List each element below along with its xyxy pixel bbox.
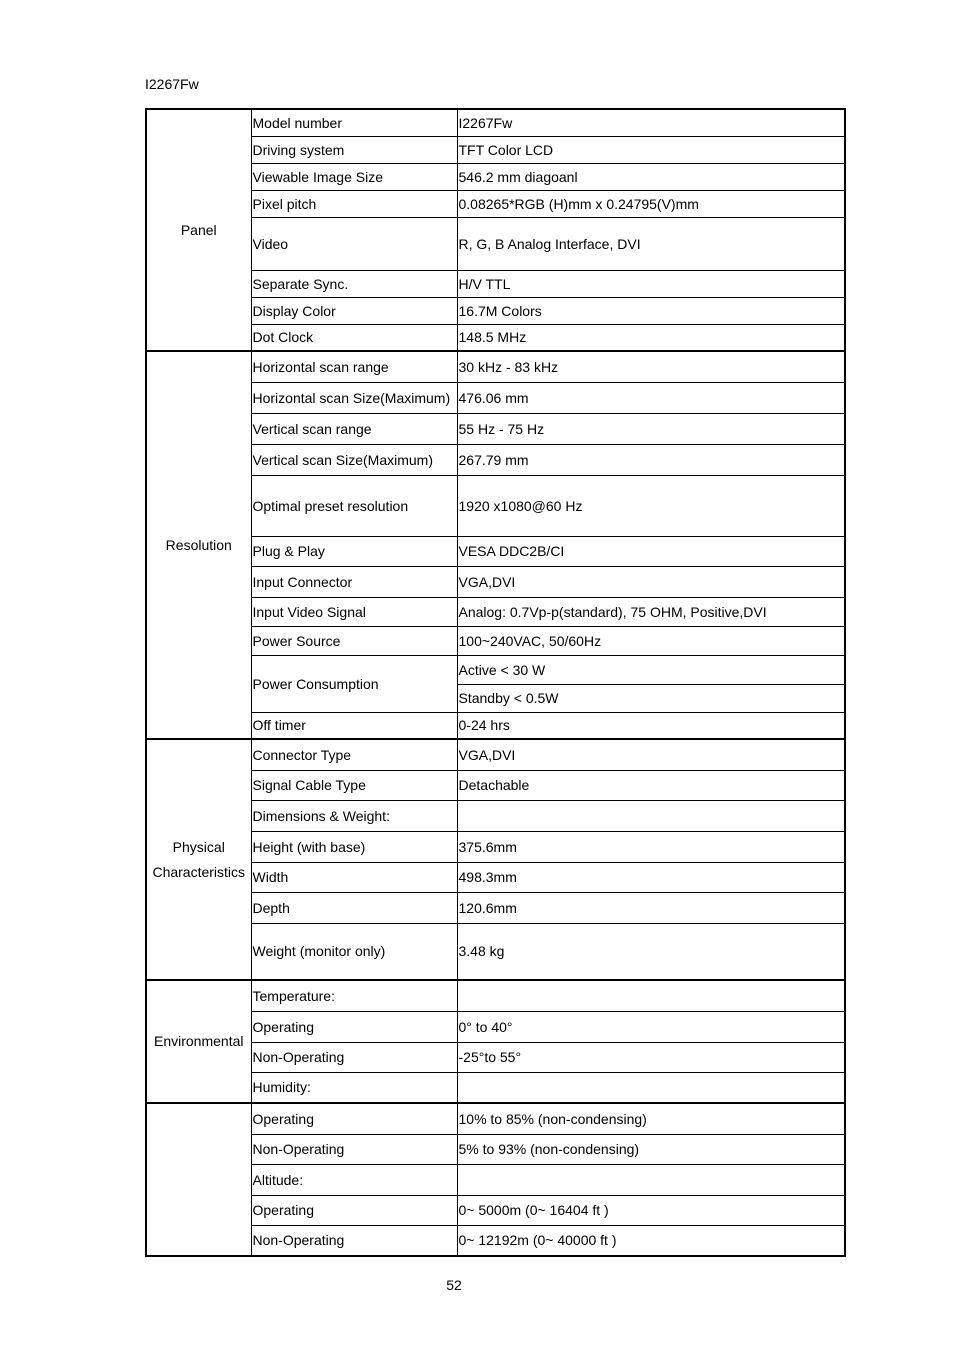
spec-value: 546.2 mm diagoanl — [457, 163, 845, 190]
spec-label: Dimensions & Weight: — [251, 800, 457, 831]
spec-value: 55 Hz - 75 Hz — [457, 413, 845, 444]
spec-row — [146, 1195, 845, 1225]
spec-row — [146, 862, 845, 892]
spec-value: 100~240VAC, 50/60Hz — [457, 626, 845, 655]
spec-value: I2267Fw — [457, 109, 845, 136]
spec-label: Operating — [251, 1195, 457, 1225]
spec-value: R, G, B Analog Interface, DVI — [457, 217, 845, 270]
spec-label: Operating — [251, 1103, 457, 1134]
spec-label: Plug & Play — [251, 536, 457, 566]
spec-value — [457, 1164, 845, 1195]
spec-row — [146, 1164, 845, 1195]
spec-row — [146, 892, 845, 923]
spec-row — [146, 109, 845, 136]
spec-label: Optimal preset resolution — [251, 475, 457, 536]
spec-label: Vertical scan Size(Maximum) — [251, 444, 457, 475]
spec-row — [146, 475, 845, 536]
spec-value: 148.5 MHz — [457, 324, 845, 351]
spec-value: 5% to 93% (non-condensing) — [457, 1134, 845, 1164]
section-category: Panel — [146, 109, 251, 351]
spec-row — [146, 712, 845, 739]
spec-label: Horizontal scan range — [251, 351, 457, 382]
spec-value: 498.3mm — [457, 862, 845, 892]
spec-value — [457, 800, 845, 831]
spec-row — [146, 324, 845, 351]
spec-row — [146, 351, 845, 382]
spec-value: 3.48 kg — [457, 923, 845, 980]
spec-label: Non-Operating — [251, 1225, 457, 1256]
spec-label: Viewable Image Size — [251, 163, 457, 190]
spec-row — [146, 980, 845, 1011]
spec-row — [146, 270, 845, 297]
spec-row — [146, 217, 845, 270]
document-model-title: I2267Fw — [145, 76, 199, 92]
spec-label: Width — [251, 862, 457, 892]
spec-value: Standby < 0.5W — [457, 684, 845, 712]
section-category: Physical Characteristics — [146, 739, 251, 980]
spec-value: VGA,DVI — [457, 739, 845, 770]
spec-value: 0~ 12192m (0~ 40000 ft ) — [457, 1225, 845, 1256]
spec-value: 0-24 hrs — [457, 712, 845, 739]
spec-row — [146, 626, 845, 655]
spec-label: Video — [251, 217, 457, 270]
spec-value — [457, 980, 845, 1011]
page-number: 52 — [446, 1277, 462, 1293]
spec-value — [457, 1072, 845, 1103]
spec-row — [146, 1225, 845, 1256]
spec-row — [146, 297, 845, 324]
spec-value: 267.79 mm — [457, 444, 845, 475]
spec-label: Driving system — [251, 136, 457, 163]
spec-label: Model number — [251, 109, 457, 136]
spec-label: Input Connector — [251, 566, 457, 597]
spec-value: 1920 x1080@60 Hz — [457, 475, 845, 536]
spec-label: Dot Clock — [251, 324, 457, 351]
spec-value: Active < 30 W — [457, 655, 845, 684]
spec-value: 30 kHz - 83 kHz — [457, 351, 845, 382]
spec-row — [146, 413, 845, 444]
spec-value: H/V TTL — [457, 270, 845, 297]
spec-label: Power Consumption — [251, 655, 457, 712]
spec-label: Temperature: — [251, 980, 457, 1011]
spec-row — [146, 831, 845, 862]
spec-value: 375.6mm — [457, 831, 845, 862]
specification-table — [145, 108, 846, 1257]
spec-row — [146, 1103, 845, 1134]
spec-row — [146, 136, 845, 163]
spec-value: 476.06 mm — [457, 382, 845, 413]
spec-label: Horizontal scan Size(Maximum) — [251, 382, 457, 413]
section-category: Resolution — [146, 351, 251, 739]
spec-row — [146, 1042, 845, 1072]
spec-label: Power Source — [251, 626, 457, 655]
spec-row — [146, 770, 845, 800]
spec-row — [146, 1134, 845, 1164]
spec-label: Operating — [251, 1011, 457, 1042]
spec-value: 0~ 5000m (0~ 16404 ft ) — [457, 1195, 845, 1225]
spec-row — [146, 923, 845, 980]
spec-label: Input Video Signal — [251, 597, 457, 626]
spec-label: Signal Cable Type — [251, 770, 457, 800]
spec-value: Analog: 0.7Vp-p(standard), 75 OHM, Positive,DVI — [457, 597, 845, 626]
spec-value: 16.7M Colors — [457, 297, 845, 324]
spec-value: Detachable — [457, 770, 845, 800]
spec-value: 120.6mm — [457, 892, 845, 923]
spec-value: 0.08265*RGB (H)mm x 0.24795(V)mm — [457, 190, 845, 217]
spec-value: 0° to 40° — [457, 1011, 845, 1042]
spec-row — [146, 597, 845, 626]
spec-label: Depth — [251, 892, 457, 923]
spec-row — [146, 739, 845, 770]
spec-value: TFT Color LCD — [457, 136, 845, 163]
spec-label: Altitude: — [251, 1164, 457, 1195]
spec-row — [146, 382, 845, 413]
spec-label: Weight (monitor only) — [251, 923, 457, 980]
spec-label: Off timer — [251, 712, 457, 739]
spec-label: Height (with base) — [251, 831, 457, 862]
spec-row — [146, 1072, 845, 1103]
spec-label: Non-Operating — [251, 1134, 457, 1164]
spec-row — [146, 536, 845, 566]
spec-label: Display Color — [251, 297, 457, 324]
section-category: Environmental — [146, 980, 251, 1103]
spec-value: -25°to 55° — [457, 1042, 845, 1072]
spec-row — [146, 655, 845, 684]
spec-row — [146, 800, 845, 831]
section-category — [146, 1103, 251, 1256]
spec-value: VGA,DVI — [457, 566, 845, 597]
spec-value: 10% to 85% (non-condensing) — [457, 1103, 845, 1134]
spec-row — [146, 190, 845, 217]
spec-label: Vertical scan range — [251, 413, 457, 444]
spec-value: VESA DDC2B/CI — [457, 536, 845, 566]
spec-label: Connector Type — [251, 739, 457, 770]
spec-label: Separate Sync. — [251, 270, 457, 297]
spec-row — [146, 566, 845, 597]
spec-label: Humidity: — [251, 1072, 457, 1103]
spec-row — [146, 1011, 845, 1042]
spec-row — [146, 444, 845, 475]
spec-label: Pixel pitch — [251, 190, 457, 217]
spec-label: Non-Operating — [251, 1042, 457, 1072]
spec-row — [146, 163, 845, 190]
